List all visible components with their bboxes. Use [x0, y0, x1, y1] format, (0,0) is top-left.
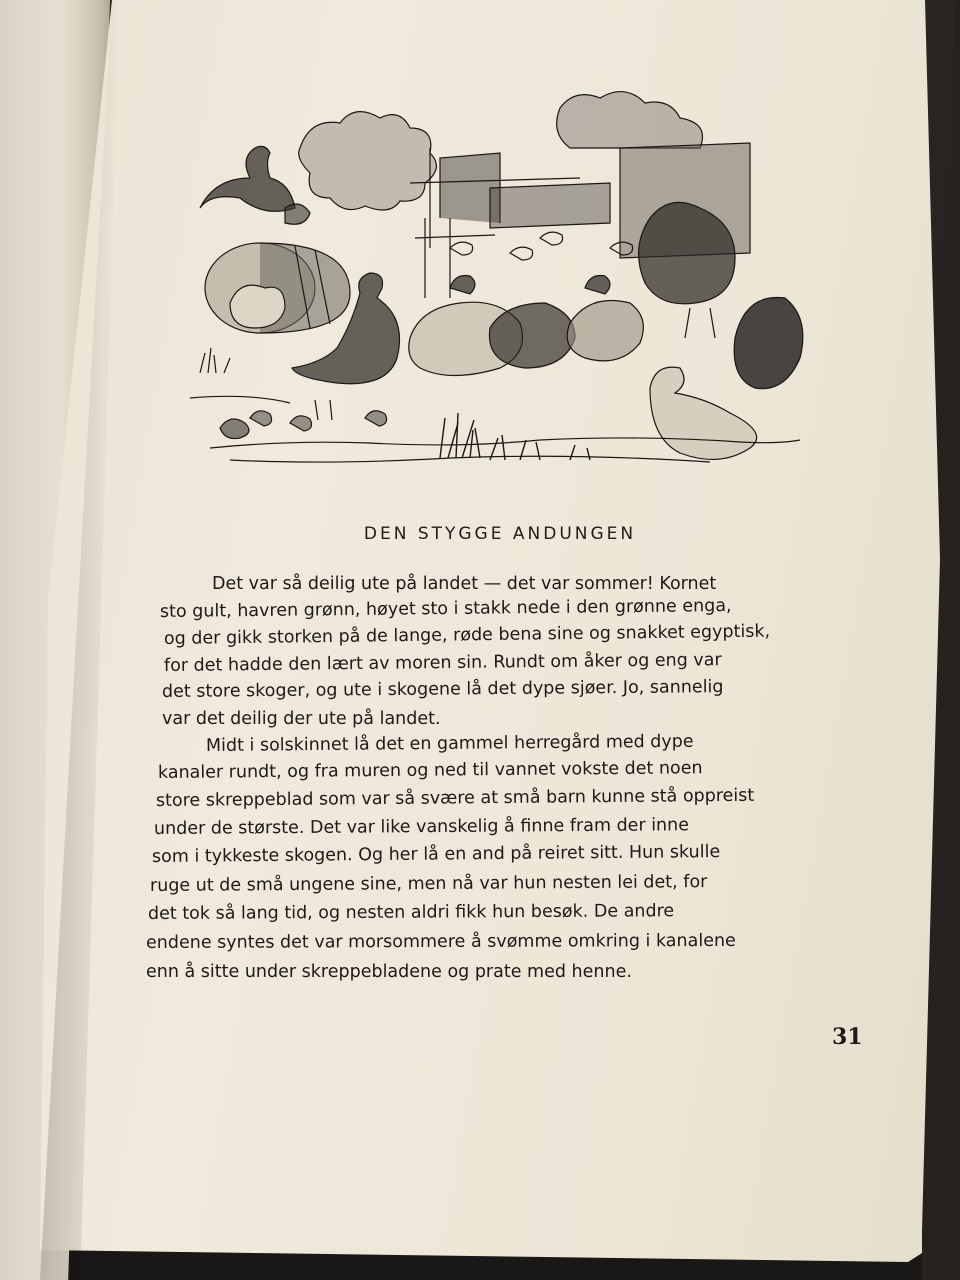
text-line: var det deilig der ute på landet.	[162, 709, 441, 729]
text-line: Midt i solskinnet lå det en gammel herregård med dype	[205, 731, 694, 756]
text-line: enn å sitte under skreppebladene og prate med henne.	[146, 962, 632, 982]
text-line: store skreppeblad som var så svære at små barn kunne stå oppreist	[155, 785, 755, 811]
text-line: det tok så lang tid, og nesten aldri fikk hun besøk. De andre	[147, 901, 675, 924]
story-title: DEN STYGGE ANDUNGEN	[363, 524, 637, 544]
text-line: og der gikk storken på de lange, røde bena sine og snakket egyptisk,	[163, 621, 771, 649]
text-line: for det hadde den lært av moren sin. Rundt om åker og eng var	[163, 650, 722, 676]
text-line: sto gult, havren grønn, høyet sto i stakk nede i den grønne enga,	[159, 596, 732, 622]
farmyard-engraving-icon	[190, 88, 810, 480]
text-line: under de største. Det var like vanskelig å finne fram der inne	[153, 815, 690, 839]
text-line: som i tykkeste skogen. Og her lå en and på reiret sitt. Hun skulle	[151, 842, 721, 867]
text-line: det store skoger, og ute i skogene lå det dype sjøer. Jo, sannelig	[161, 677, 724, 702]
text-line: ruge ut de små ungene sine, men nå var hun nesten lei det, for	[149, 872, 708, 896]
page-number: 31	[832, 1024, 863, 1050]
text-line: Det var så deilig ute på landet — det var sommer! Kornet	[212, 574, 717, 594]
text-line: kanaler rundt, og fra muren og ned til vannet vokste det noen	[157, 758, 703, 783]
text-line: endene syntes det var morsommere å svømme omkring i kanalene	[145, 930, 736, 953]
